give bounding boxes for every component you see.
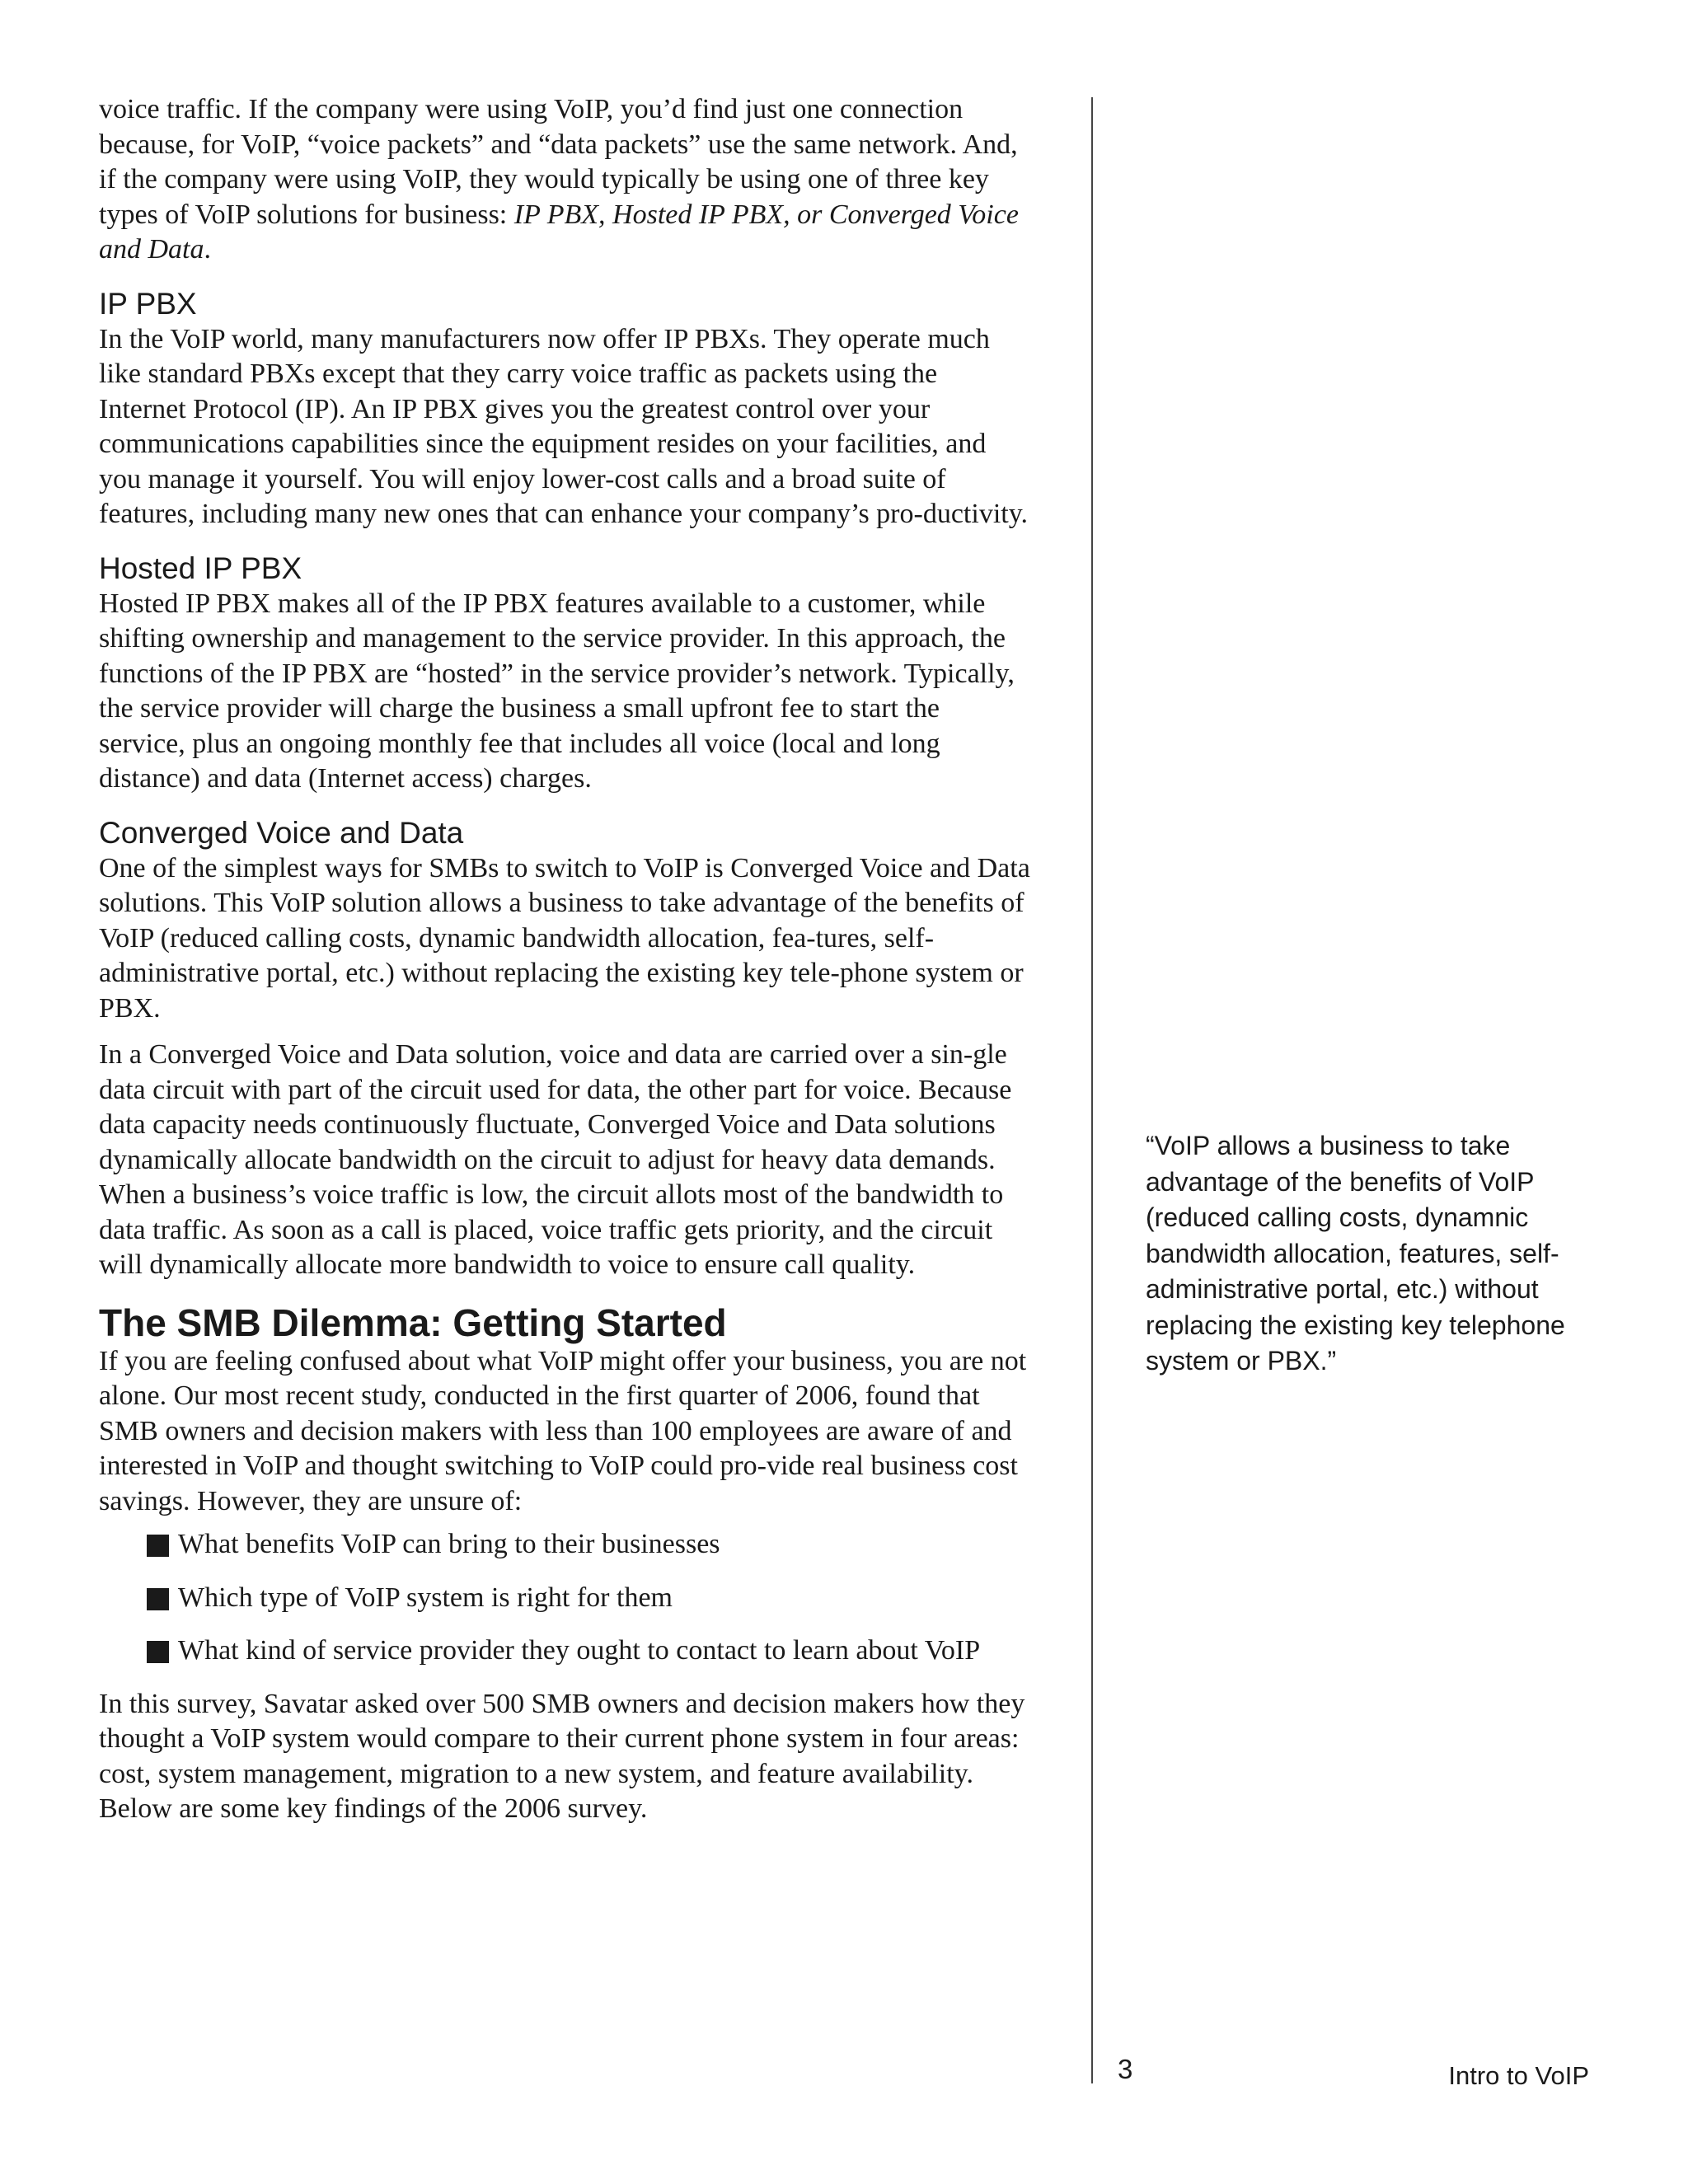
list-item [147, 1527, 1030, 1563]
section-heading-smb-dilemma: The SMB Dilemma: Getting Started [99, 1301, 727, 1344]
pull-quote: “VoIP allows a business to take advantage of the benefits of VoIP (reduced calling costs, dynamnic bandwidth allocation, features, self-administrative portal, etc.) without replacing the existing key telephone system or PBX.” [1146, 1131, 1565, 1376]
survey-paragraph: In this survey, Savatar asked over 500 SMB owners and decision makers how they thought a VoIP system would compare to their current phone system in four areas: cost, system management, migration to a new system, and feature availability. Below are some key findings of the 2006 survey. [99, 1688, 1025, 1824]
dilemma-bullet-list [99, 1527, 1030, 1669]
section-paragraph-ip-pbx: In the VoIP world, many manufacturers now offer IP PBXs. They operate much like standard PBXs except that they carry voice traffic as packets using the Internet Protocol (IP). An IP PBX gives you the greatest control over your communications capabilities since the equipment resides on your facilities, and you manage it yourself. You will enjoy lower-cost calls and a broad suite of features, including many new ones that can enhance your company’s pro-ductivity. [99, 323, 1028, 529]
section-paragraph-converged-2: In a Converged Voice and Data solution, voice and data are carried over a sin-gle data circuit with part of the circuit used for data, the other part for voice. Because data capacity needs continuously fluctuate, Converged Voice and Data solutions dynamically allocate bandwidth on the circuit to adjust for heavy data demands. When a business’s voice traffic is low, the circuit allots most of the bandwidth to data traffic. As soon as a call is placed, voice traffic gets priority, and the circuit will dynamically allocate more bandwidth to voice to ensure call quality. [99, 1039, 1012, 1280]
main-column [99, 92, 1030, 1827]
section-heading-converged: Converged Voice and Data [99, 815, 464, 850]
square-bullet-icon [147, 1641, 169, 1663]
intro-text: voice traffic. If the company were using VoIP, you’d find just one connection because, for VoIP, “voice packets” and “data packets” use the same network. And, if the company were using VoIP, they would typically be using one of three key types of VoIP solutions for business: [99, 94, 1018, 230]
square-bullet-icon [147, 1535, 169, 1557]
running-footer-title: Intro to VoIP [1448, 2061, 1589, 2090]
list-item [147, 1581, 1030, 1616]
section-paragraph-converged-1: One of the simplest ways for SMBs to switch to VoIP is Converged Voice and Data solutions. This VoIP solution allows a business to take advantage of the benefits of VoIP (reduced calling costs, dynamic bandwidth allocation, fea-tures, self-administrative portal, etc.) without replacing the existing key tele-phone system or PBX. [99, 852, 1030, 1024]
list-item [147, 1633, 1030, 1669]
intro-solution-types: IP PBX, Hosted IP PBX, or Converged Voice and Data [99, 199, 1019, 265]
page-number: 3 [1118, 2054, 1133, 2084]
square-bullet-icon [147, 1588, 169, 1610]
bullet-text: What benefits VoIP can bring to their businesses [178, 1529, 720, 1559]
bullet-text: What kind of service provider they ought to contact to learn about VoIP [178, 1635, 981, 1666]
intro-period: . [204, 234, 211, 265]
section-heading-hosted-ip-pbx: Hosted IP PBX [99, 551, 302, 585]
section-paragraph-hosted-ip-pbx: Hosted IP PBX makes all of the IP PBX features available to a customer, while shifting ownership and management to the service provider. In this approach, the functions of the IP PBX are “hosted” in the service provider’s network. Typically, the service provider will charge the business a small upfront fee to start the service, plus an ongoing monthly fee that includes all voice (local and long distance) and data (Internet access) charges. [99, 588, 1015, 794]
intro-paragraph [99, 92, 1030, 268]
column-divider [1091, 97, 1093, 2083]
section-heading-ip-pbx: IP PBX [99, 286, 197, 321]
dilemma-paragraph: If you are feeling confused about what VoIP might offer your business, you are not alone. Our most recent study, conducted in the first quarter of 2006, found that SMB owners and decision makers with less than 100 employees are aware of and interested in VoIP and thought switching to VoIP could pro-vide real business cost savings. However, they are unsure of: [99, 1345, 1027, 1516]
bullet-text: Which type of VoIP system is right for them [178, 1582, 673, 1613]
